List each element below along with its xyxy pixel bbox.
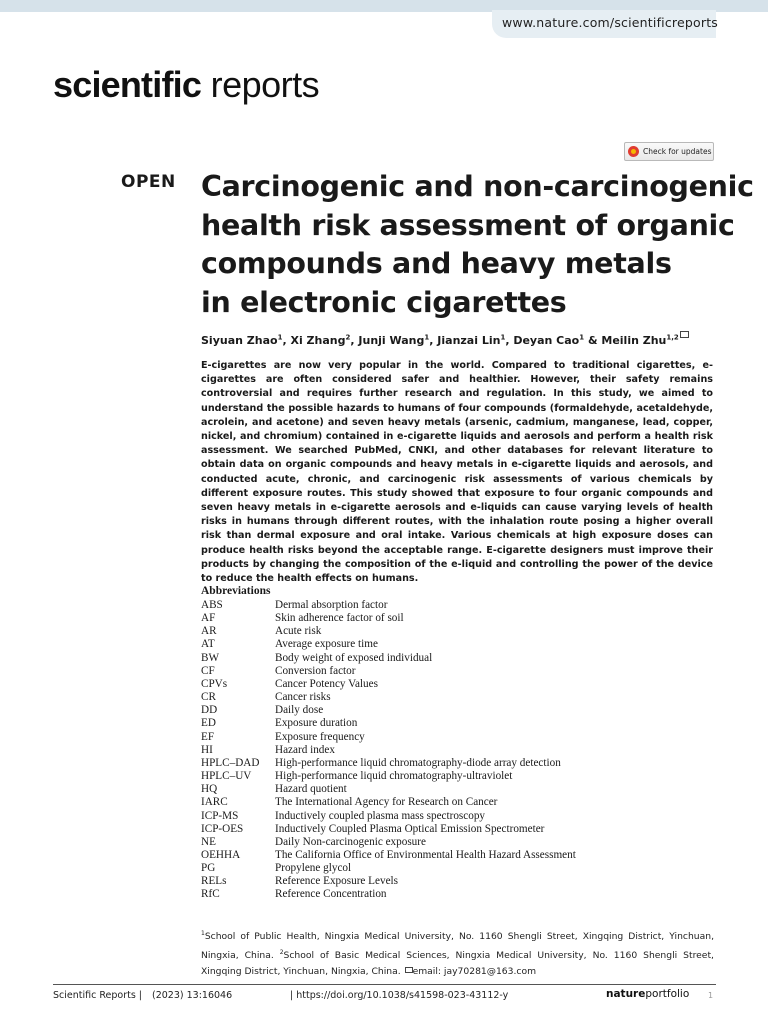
abbreviation-definition: Body weight of exposed individual — [275, 651, 433, 664]
abbreviation-row — [201, 612, 576, 625]
author-affil-sup: 2 — [345, 333, 351, 342]
abbreviation-term: NE — [201, 835, 216, 848]
abbreviation-definition: Exposure frequency — [275, 730, 365, 743]
check-updates-button[interactable] — [624, 142, 714, 161]
email-icon — [405, 967, 413, 973]
title-line: compounds and heavy metals — [201, 247, 672, 280]
abbreviation-definition: Skin adherence factor of soil — [275, 612, 404, 625]
abbreviation-row — [201, 862, 576, 875]
abbreviation-term: ED — [201, 717, 216, 730]
author-name[interactable]: Jianzai Lin — [437, 334, 501, 347]
abbreviation-row — [201, 796, 576, 809]
abbreviation-definition: Reference Exposure Levels — [275, 875, 399, 888]
abbreviation-term: CR — [201, 691, 216, 704]
author-affil-sup: 1 — [500, 333, 506, 342]
abbreviation-term: HI — [201, 743, 213, 756]
author-name[interactable]: Junji Wang — [358, 334, 425, 347]
abbreviation-definition: Exposure duration — [275, 717, 358, 730]
title-line: health risk assessment of organic — [201, 208, 735, 242]
open-access-label: OPEN — [121, 172, 176, 192]
abbreviation-definition: The International Agency for Research on Cancer — [275, 796, 498, 809]
footer-journal: Scientific Reports | — [53, 990, 143, 1001]
abbreviation-term: IARC — [201, 796, 228, 809]
abbreviation-term: HPLC–DAD — [201, 756, 260, 769]
abbreviation-definition: Cancer Potency Values — [275, 677, 378, 690]
logo-regular: reports — [210, 64, 320, 105]
abstract: E-cigarettes are now very popular in the world. Compared to traditional cigarettes, e-cigarettes are often considered safer and healthier. However, their safety remains controversial and requires further research and regulation. In this study, we aimed to understand the possible hazards to humans of four compounds (formaldehyde, acetaldehyde, acrolein, and acetone) and seven heavy metals (arsenic, cadmium, manganese, lead, copper, nickel, and chromium) contained in e-cigarette liquids and aerosols and perform a health risk assessment. We searched PubMed, CNKI, and other databases for relevant literature to obtain data on organic compounds and heavy metals in e-cigarette liquids and aerosols, and conducted acute, chronic, and carcinogenic risk assessments of various chemicals by different exposure routes. This study showed that exposure to four organic compounds and seven heavy metals in e-cigarette aerosols and e-liquids can cause varying levels of health risks in humans through different routes, with the inhalation route posing a higher overall risk than dermal exposure and oral intake. Various chemicals at high exposure doses can produce health risks beyond the acceptable range. E-cigarette designers must improve their products by changing the composition of the e-liquid and controlling the power of the device to reduce the health effects on humans. — [201, 360, 713, 585]
article-title — [201, 168, 754, 322]
abbreviation-row — [201, 823, 576, 836]
affil-sup: 2 — [279, 949, 284, 957]
abbreviation-term: PG — [201, 862, 216, 875]
abbreviation-term: RfC — [201, 888, 220, 901]
abbreviation-definition: Propylene glycol — [275, 862, 352, 875]
logo-bold: scientific — [53, 64, 202, 105]
abbreviation-definition: Reference Concentration — [275, 888, 387, 901]
abbreviation-row — [201, 757, 576, 770]
abbreviation-term: ICP-OES — [201, 822, 244, 835]
abbreviation-row — [201, 783, 576, 796]
abbreviation-row — [201, 810, 576, 823]
author-name[interactable]: Xi Zhang — [290, 334, 346, 347]
affiliation-1: School of Public Health, Ningxia Medical University, No. 1160 Shengli Street, Xingqing District, Yinchuan, Ningxia, China. — [201, 931, 714, 962]
abbreviations-list — [201, 599, 576, 902]
affiliation-2: School of Basic Medical Sciences, Ningxia Medical University, No. 1160 Shengli Street, Xingqing District, Yinchuan, Ningxia, China. — [201, 950, 714, 978]
abbreviation-definition: Dermal absorption factor — [275, 599, 388, 611]
abbreviation-row — [201, 744, 576, 757]
abbreviation-definition: High-performance liquid chromatography-ultraviolet — [275, 770, 513, 783]
title-line: in electronic cigarettes — [201, 285, 567, 319]
publisher-logo — [606, 988, 689, 1000]
abbreviation-row — [201, 731, 576, 744]
abbreviation-row — [201, 678, 576, 691]
abbreviation-term: BW — [201, 651, 220, 664]
abbreviation-row — [201, 599, 576, 612]
email-link[interactable]: email: jay70281@163.com — [412, 966, 537, 978]
abbreviation-term: AF — [201, 612, 216, 625]
footer-citation: (2023) 13:16046 — [152, 990, 233, 1001]
abbreviation-term: HPLC–UV — [201, 770, 252, 783]
abbreviation-term: CPVs — [201, 677, 228, 690]
author-name[interactable]: Meilin Zhu — [601, 334, 667, 347]
abbreviation-definition: Cancer risks — [275, 691, 331, 704]
abbreviation-definition: Daily Non-carcinogenic exposure — [275, 835, 426, 848]
abbreviation-row — [201, 625, 576, 638]
abbreviation-definition: Conversion factor — [275, 664, 356, 677]
abbreviation-definition: Hazard quotient — [275, 783, 347, 796]
abbreviation-row — [201, 665, 576, 678]
abbreviation-term: OEHHA — [201, 848, 241, 861]
author-list: Siyuan Zhao$^1$, Xi Zhang$^2$, Junji Wang$^1$, Jianzai Lin$^1$, Deyan Cao$^1$ & Meilin Zhu$^{1,2}$ — [201, 331, 689, 347]
publisher-bold: nature — [606, 988, 646, 1000]
abbreviation-term: AT — [201, 638, 215, 651]
abbreviation-definition: Inductively coupled plasma mass spectroscopy — [275, 809, 486, 822]
abbreviation-term: RELs — [201, 875, 227, 888]
abbreviation-row — [201, 638, 576, 651]
abbreviation-definition: Average exposure time — [275, 638, 378, 651]
abbreviations-heading: Abbreviations — [201, 585, 271, 597]
abbreviation-term: AR — [201, 625, 217, 638]
author-name[interactable]: Siyuan Zhao — [201, 334, 278, 347]
page-number: 1 — [708, 991, 714, 1000]
title-line: Carcinogenic and non-carcinogenic — [201, 170, 754, 203]
footer-rule — [53, 984, 716, 985]
abbreviation-term: DD — [201, 704, 218, 717]
footer-doi-link[interactable]: | https://doi.org/10.1038/s41598-023-43112-y — [290, 990, 509, 1001]
affiliations — [201, 926, 714, 980]
abbreviation-row — [201, 875, 576, 888]
author-affil-sup: 1 — [579, 333, 585, 342]
abbreviation-definition: Hazard index — [275, 743, 335, 756]
author-affil-sup: 1 — [277, 333, 283, 342]
abbreviation-term: ABS — [201, 599, 223, 611]
author-affil-sup: 1,2 — [666, 333, 679, 342]
journal-logo — [53, 64, 319, 106]
abbreviation-term: EF — [201, 730, 215, 743]
abbreviation-definition: Daily dose — [275, 704, 324, 717]
abbreviation-row — [201, 691, 576, 704]
abbreviation-definition: Acute risk — [275, 625, 322, 638]
author-name[interactable]: Deyan Cao — [513, 334, 580, 347]
affil-sup: 1 — [201, 930, 205, 937]
abbreviation-term: CF — [201, 664, 215, 677]
abbreviation-row — [201, 849, 576, 862]
abbreviation-row — [201, 836, 576, 849]
abbreviation-row — [201, 717, 576, 730]
email-icon[interactable] — [680, 331, 689, 338]
abbreviation-term: ICP-MS — [201, 809, 239, 822]
abbreviation-term: HQ — [201, 783, 218, 796]
abbreviation-definition: Inductively Coupled Plasma Optical Emission Spectrometer — [275, 822, 545, 835]
abbreviation-definition: The California Office of Environmental Health Hazard Assessment — [275, 848, 576, 861]
crossmark-icon — [628, 146, 639, 157]
abbreviation-row — [201, 652, 576, 665]
abbreviation-definition: High-performance liquid chromatography-diode array detection — [275, 756, 561, 769]
publisher-regular: portfolio — [645, 988, 690, 1000]
author-affil-sup: 1 — [424, 333, 430, 342]
abbreviation-row — [201, 704, 576, 717]
check-updates-label: Check for updates — [643, 147, 712, 156]
journal-url-link[interactable]: www.nature.com/scientificreports — [502, 15, 719, 30]
abbreviation-row — [201, 888, 576, 901]
abbreviation-row — [201, 770, 576, 783]
